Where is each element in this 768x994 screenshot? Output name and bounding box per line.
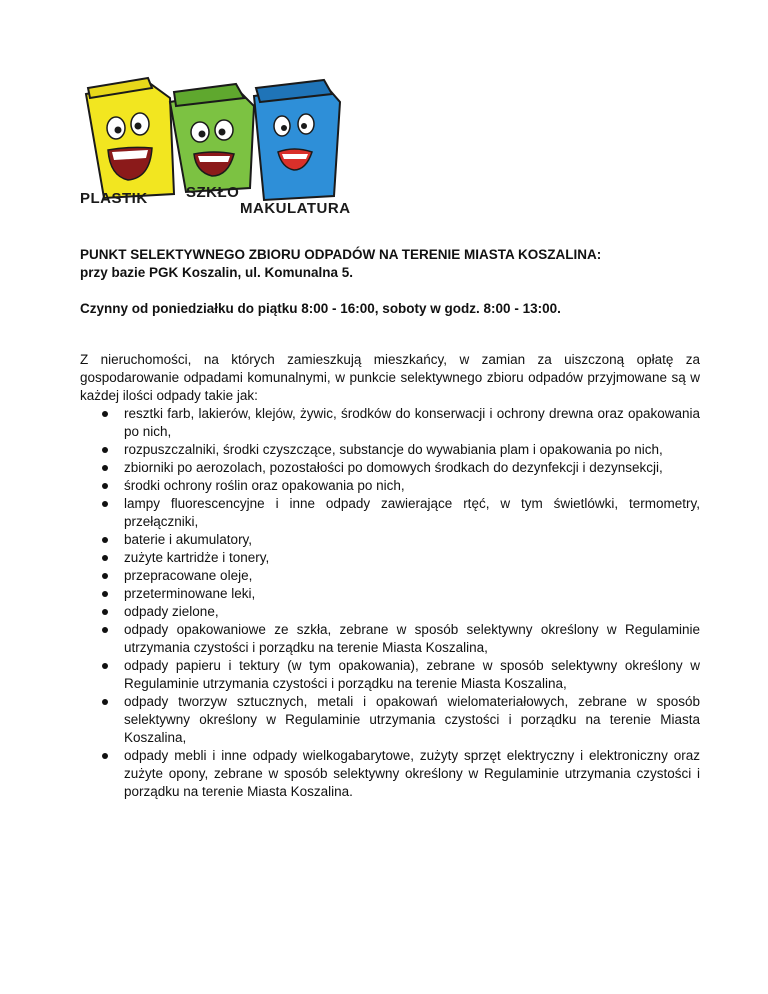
heading-line-1: PUNKT SELEKTYWNEGO ZBIORU ODPADÓW NA TERENIE MIASTA KOSZALINA:	[80, 247, 602, 262]
bullet-icon	[102, 609, 108, 615]
list-item	[80, 567, 700, 585]
list-item	[80, 621, 700, 657]
opening-hours: Czynny od poniedziałku do piątku 8:00 - 16:00, soboty w godz. 8:00 - 13:00.	[80, 301, 561, 316]
list-item-text: przeterminowane leki,	[124, 586, 256, 601]
list-item-text: baterie i akumulatory,	[124, 532, 253, 547]
list-item-text: zużyte kartridże i tonery,	[124, 550, 270, 565]
heading-title	[80, 246, 700, 282]
list-item-text: odpady mebli i inne odpady wielkogabarytowe, zużyty sprzęt elektryczny i elektroniczny oraz zużyte opony, zebrane w sposób selektywny określony w Regulaminie utrzymania czystości i porządku na terenie Miasta Koszalina.	[124, 748, 700, 799]
list-item-text: lampy fluorescencyjne i inne odpady zawierające rtęć, w tym świetlówki, termometry, przełączniki,	[124, 496, 700, 529]
bullet-icon	[102, 537, 108, 543]
list-item	[80, 477, 700, 495]
green-bin-icon	[170, 84, 254, 192]
list-item	[80, 549, 700, 567]
accepted-waste-list	[80, 405, 700, 801]
list-item	[80, 603, 700, 621]
bullet-icon	[102, 573, 108, 579]
list-item-text: zbiorniki po aerozolach, pozostałości po domowych środkach do dezynfekcji i dezynsekcji,	[124, 460, 663, 475]
yellow-bin-icon	[86, 78, 174, 198]
bullet-icon	[102, 699, 108, 705]
list-item	[80, 405, 700, 441]
list-item-text: odpady tworzyw sztucznych, metali i opakowań wielomateriałowych, zebrane w sposób selektywny określony w Regulaminie utrzymania czystości i porządku na terenie Miasta Koszalina,	[124, 694, 700, 745]
list-item	[80, 693, 700, 747]
blue-bin-icon	[254, 80, 340, 200]
list-item-text: rozpuszczalniki, środki czyszczące, substancje do wywabiania plam i opakowania po nich,	[124, 442, 663, 457]
bullet-icon	[102, 447, 108, 453]
list-item-text: odpady papieru i tektury (w tym opakowania), zebrane w sposób selektywny określony w Regulaminie utrzymania czystości i porządku na terenie Miasta Koszalina,	[124, 658, 700, 691]
list-item-text: odpady opakowaniowe ze szkła, zebrane w sposób selektywny określony w Regulaminie utrzymania czystości i porządku na terenie Miasta Koszalina,	[124, 622, 700, 655]
heading-line-2: przy bazie PGK Koszalin, ul. Komunalna 5.	[80, 265, 354, 280]
recycling-bins-logo	[78, 76, 362, 216]
logo-label-makulatura: MAKULATURA	[240, 200, 351, 217]
document-body	[80, 246, 700, 801]
logo-label-szklo: SZKŁO	[186, 184, 240, 201]
logo-label-plastik: PLASTIK	[80, 190, 148, 207]
list-item-text: przepracowane oleje,	[124, 568, 253, 583]
list-item	[80, 459, 700, 477]
bullet-icon	[102, 483, 108, 489]
list-item	[80, 747, 700, 801]
list-item-text: odpady zielone,	[124, 604, 219, 619]
bullet-icon	[102, 663, 108, 669]
list-item	[80, 657, 700, 693]
bullet-icon	[102, 627, 108, 633]
bullet-icon	[102, 753, 108, 759]
list-item-text: resztki farb, lakierów, klejów, żywic, środków do konserwacji i ochrony drewna oraz opakowania po nich,	[124, 406, 700, 439]
bullet-icon	[102, 465, 108, 471]
bullet-icon	[102, 411, 108, 417]
bullet-icon	[102, 591, 108, 597]
list-item	[80, 441, 700, 459]
list-item	[80, 585, 700, 603]
list-item	[80, 531, 700, 549]
bullet-icon	[102, 501, 108, 507]
list-item-text: środki ochrony roślin oraz opakowania po nich,	[124, 478, 405, 493]
intro-paragraph: Z nieruchomości, na których zamieszkują mieszkańcy, w zamian za uiszczoną opłatę za gospodarowanie odpadami komunalnymi, w punkcie selektywnego zbioru odpadów przyjmowane są w każdej ilości odpady takie jak:	[80, 352, 700, 403]
list-item	[80, 495, 700, 531]
bullet-icon	[102, 555, 108, 561]
